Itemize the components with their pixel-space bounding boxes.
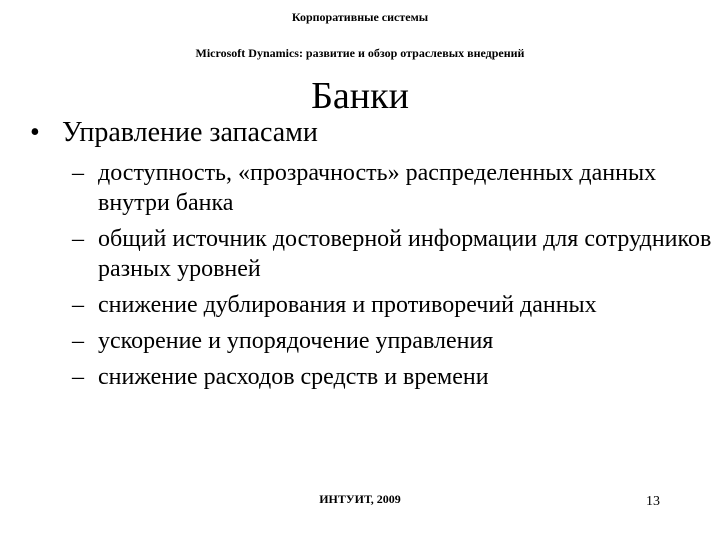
footer-label: ИНТУИТ, 2009 bbox=[319, 492, 401, 506]
dash-icon: – bbox=[72, 364, 84, 390]
header-title: Корпоративные системы bbox=[291, 10, 429, 24]
dash-icon: – bbox=[72, 292, 84, 318]
page-number: 13 bbox=[646, 494, 660, 509]
main-bullet bbox=[30, 116, 318, 150]
header-subtitle: Microsoft Dynamics: развитие и обзор отраслевых внедрений bbox=[195, 46, 525, 60]
list-item bbox=[72, 158, 712, 218]
list-item bbox=[72, 362, 712, 392]
list-item bbox=[72, 224, 712, 284]
main-bullet-text: Управление запасами bbox=[62, 117, 318, 148]
list-item-text: доступность, «прозрачность» распределенных данных внутри банка bbox=[98, 160, 657, 216]
dash-icon: – bbox=[72, 226, 84, 252]
list-item-text: снижение расходов средств и времени bbox=[98, 364, 489, 390]
list-item bbox=[72, 326, 712, 356]
list-item-text: общий источник достоверной информации для сотрудников разных уровней bbox=[98, 226, 712, 282]
dash-icon: – bbox=[72, 160, 84, 186]
bullet-dot-icon: • bbox=[30, 117, 40, 148]
dash-icon: – bbox=[72, 328, 84, 354]
list-item-text: снижение дублирования и противоречий данных bbox=[98, 292, 597, 318]
sub-bullet-list bbox=[72, 158, 712, 398]
list-item bbox=[72, 290, 712, 320]
list-item-text: ускорение и упорядочение управления bbox=[98, 328, 494, 354]
slide-title: Банки bbox=[311, 75, 409, 117]
